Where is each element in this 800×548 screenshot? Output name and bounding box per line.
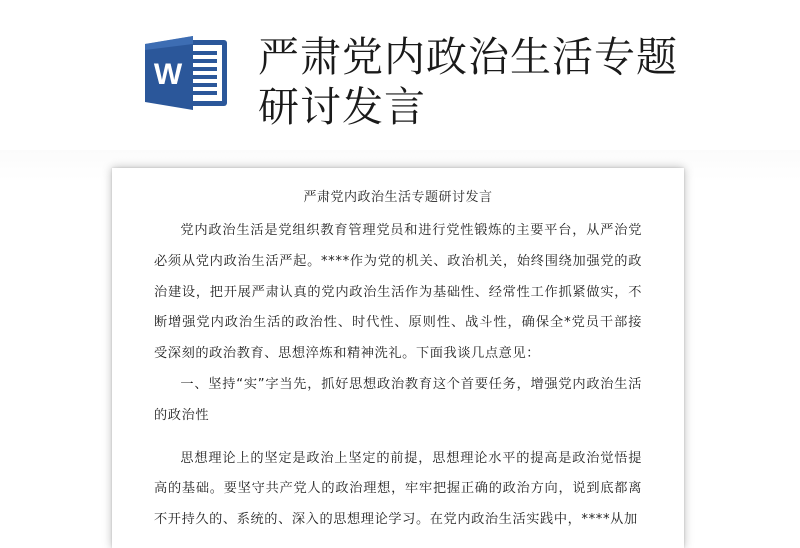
section-heading: 一、坚持“实”字当先，抓好思想政治教育这个首要任务，增强党内政治生活的政治性 bbox=[154, 376, 642, 423]
document-title: 严肃党内政治生活专题研讨发言 bbox=[303, 190, 493, 205]
document-paragraph: 思想理论上的坚定是政治上坚定的前提，思想理论水平的提高是政治觉悟提高的基础。要坚守共产党人的政治理想，牢牢把握正确的政治方向，说到底都离不开持久的、系统的、深入的思想理论学习。在党内政治生活实践中，****从加 bbox=[154, 450, 642, 528]
page-title: 严肃党内政治生活专题研讨发言 bbox=[258, 33, 678, 131]
word-logo-letter: W bbox=[153, 58, 183, 91]
document-body bbox=[154, 216, 642, 536]
document-paragraph: 党内政治生活是党组织教育管理党员和进行党性锻炼的主要平台，从严治党必须从党内政治生活严起。****作为党的机关、政治机关，始终围绕加强党的政治建设，把开展严肃认真的党内政治生活作为基础性、经常性工作抓紧做实，不断增强党内政治生活的政治性、时代性、原则性、战斗性，确保全*党员干部接受深刻的政治教育、思想淬炼和精神洗礼。下面我谈几点意见： bbox=[154, 223, 642, 362]
word-document-icon bbox=[141, 34, 231, 112]
header bbox=[0, 0, 800, 150]
document-page bbox=[112, 168, 684, 548]
